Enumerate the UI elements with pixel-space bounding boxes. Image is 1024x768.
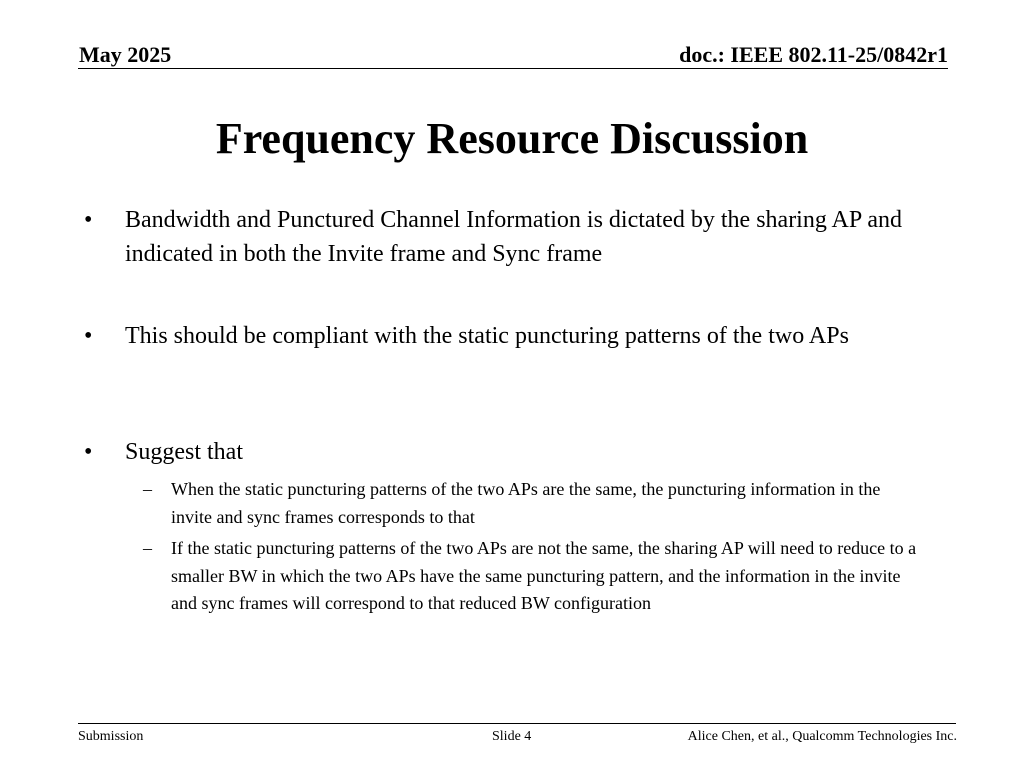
header-divider — [78, 68, 948, 69]
sub-bullet-text: If the static puncturing patterns of the two APs are not the same, the sharing AP will need to reduce to a smaller BW in which the two APs have the same puncturing pattern, and the information in the invite and sync frames will correspond to that reduced BW configuration — [171, 538, 917, 613]
footer-divider — [78, 723, 956, 724]
header-date: May 2025 — [79, 42, 172, 67]
sub-bullet-text: When the static puncturing patterns of the two APs are the same, the puncturing information in the invite and sync frames corresponds to that — [171, 479, 881, 527]
bullet-marker: • — [84, 439, 93, 465]
bullet-text: This should be compliant with the static puncturing patterns of the two APs — [125, 323, 849, 349]
slide-title: Frequency Resource Discussion — [215, 114, 809, 163]
footer-authors: Alice Chen, et al., Qualcomm Technologies Inc. — [687, 729, 957, 744]
header-doc-id: doc.: IEEE 802.11-25/0842r1 — [679, 42, 948, 67]
bullet-text: Bandwidth and Punctured Channel Information is dictated by the sharing AP and indicated in both the Invite frame and Sync frame — [125, 207, 902, 267]
bullet-marker: • — [84, 207, 93, 233]
footer-slide-number: Slide 4 — [492, 729, 532, 744]
bullet-text: Suggest that — [125, 439, 243, 465]
bullet-marker: • — [84, 323, 93, 349]
sub-bullet-marker: – — [143, 479, 152, 499]
sub-bullet-marker: – — [143, 538, 152, 558]
footer-submission: Submission — [78, 729, 144, 744]
